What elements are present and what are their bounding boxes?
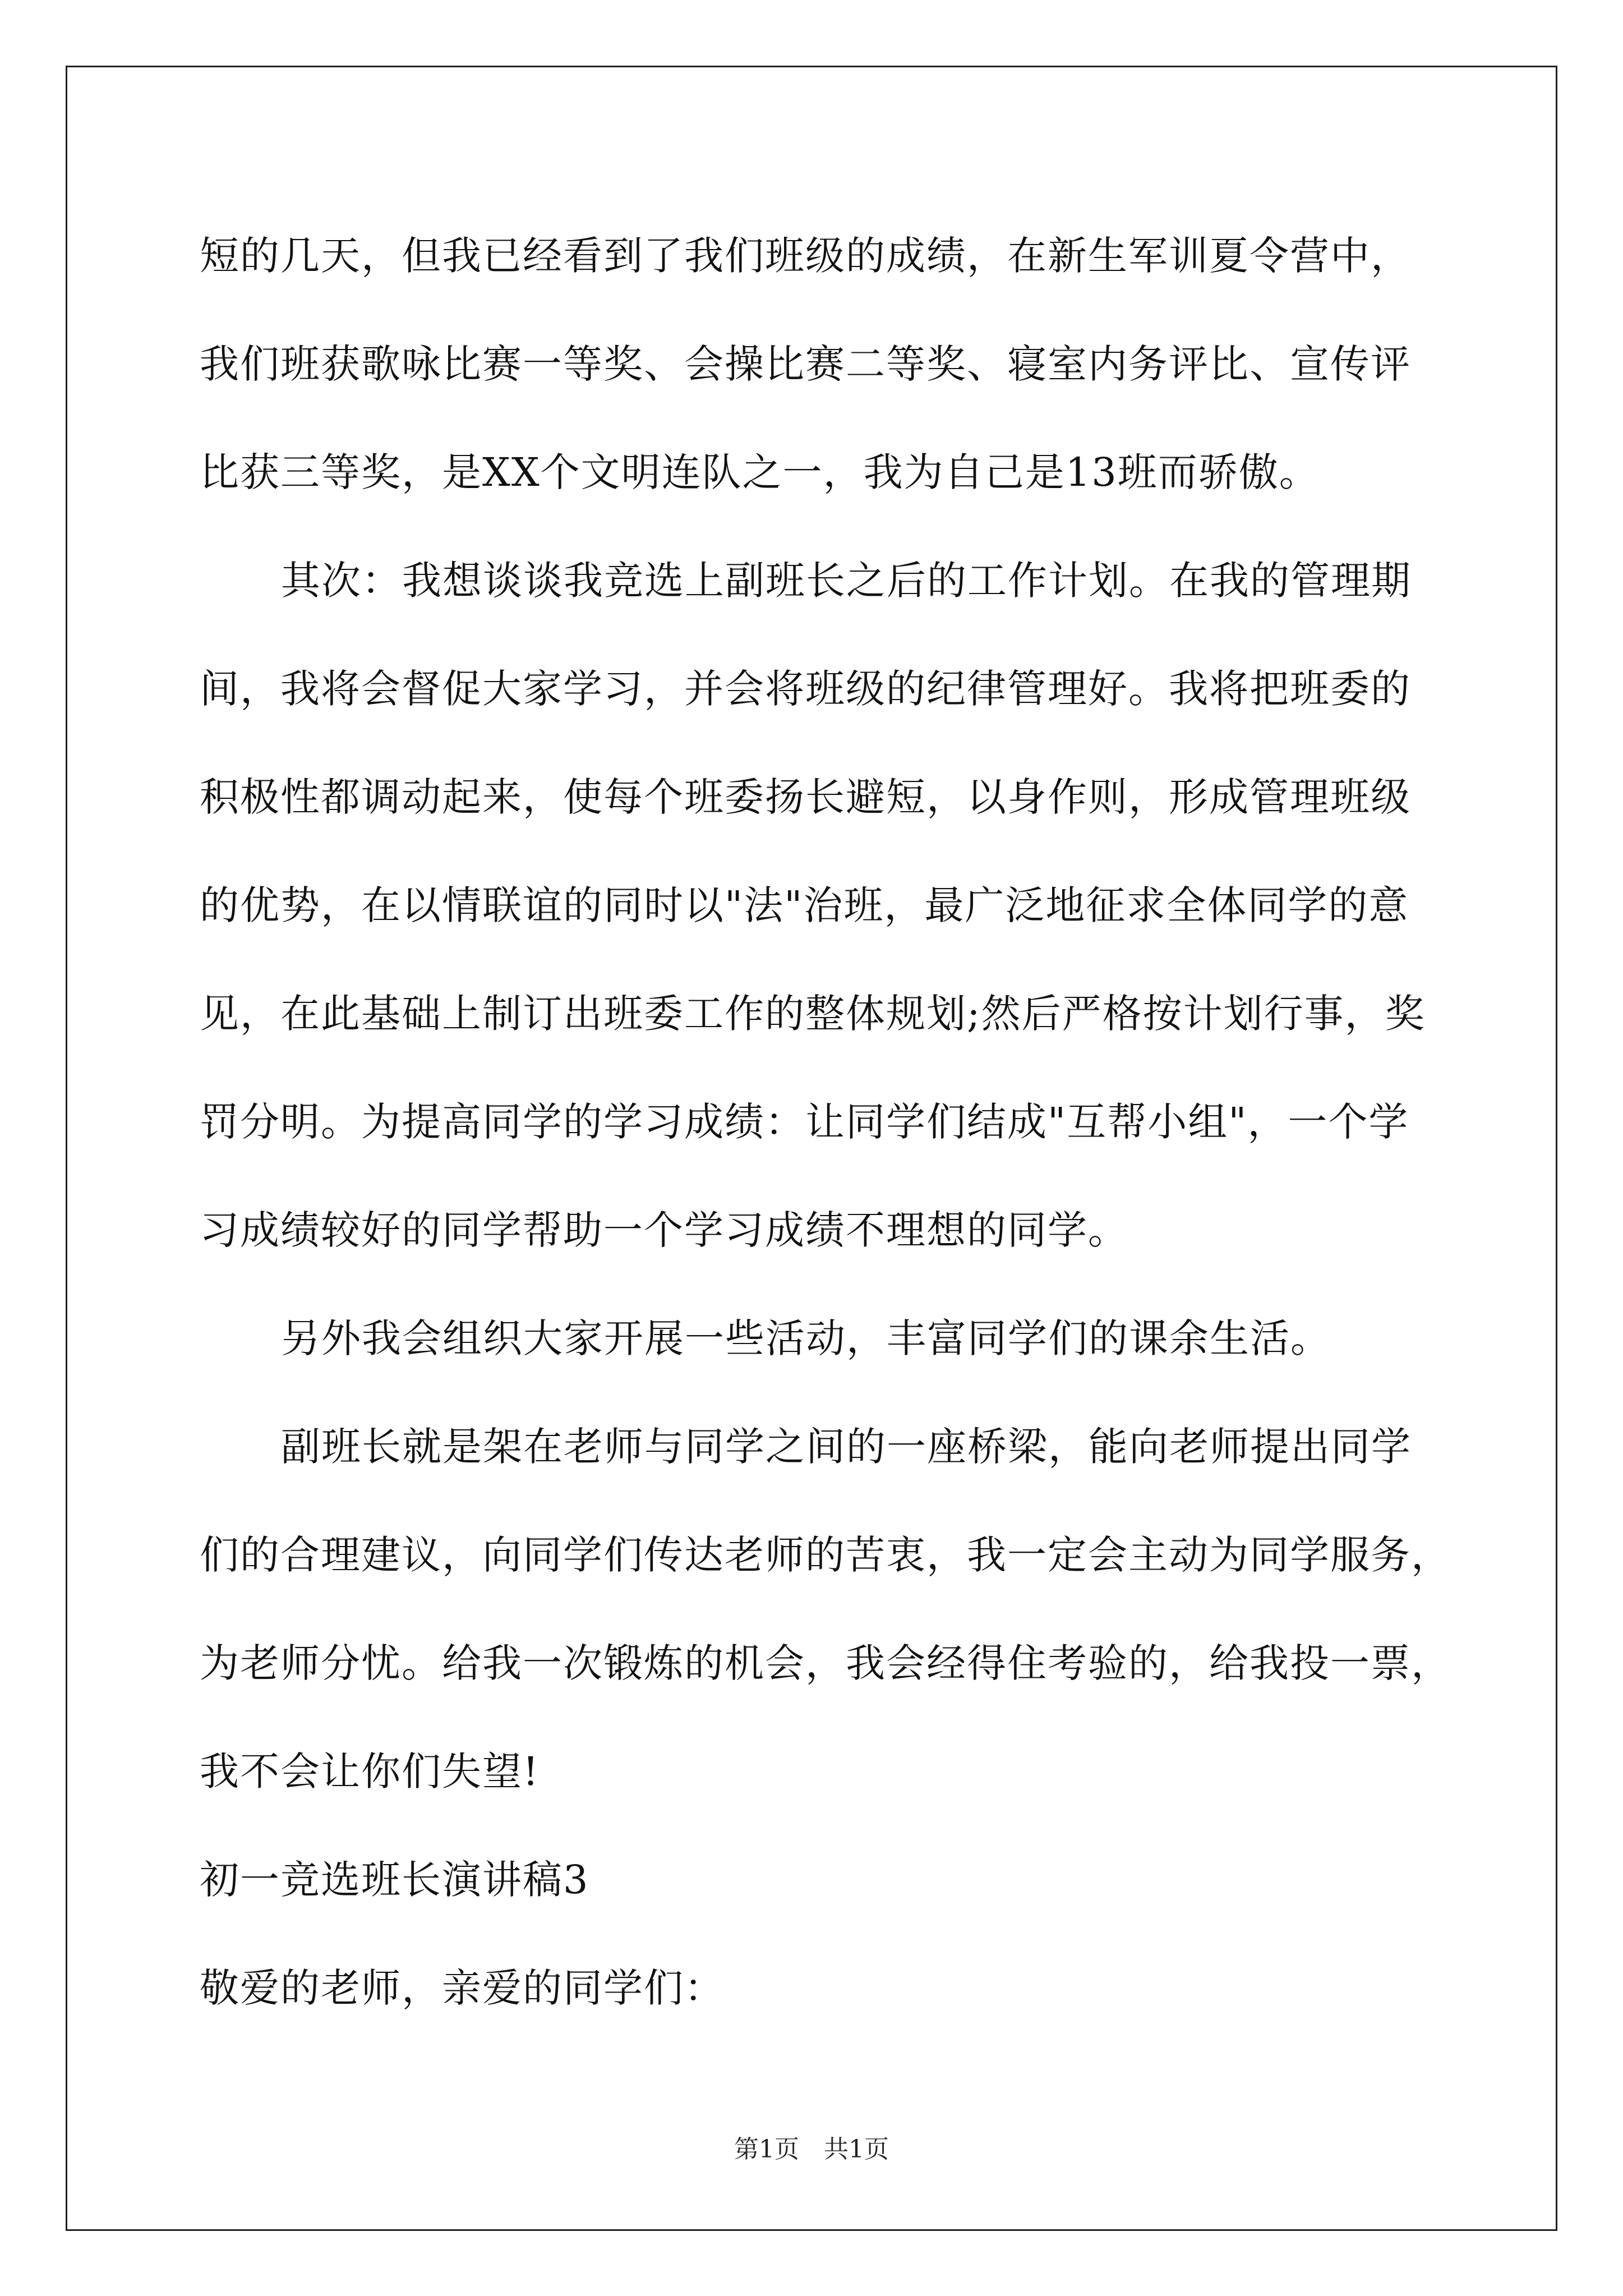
text-line: 比获三等奖，是XX个文明连队之一，我为自己是13班而骄傲。 bbox=[200, 449, 1320, 495]
text-line: 积极性都调动起来，使每个班委扬长避短，以身作则，形成管理班级 bbox=[200, 774, 1411, 820]
text-line: 我不会让你们失望! bbox=[200, 1749, 540, 1795]
text-line: 们的合理建议，向同学们传达老师的苦衷，我一定会主动为同学服务， bbox=[200, 1532, 1451, 1578]
salutation: 敬爱的老师，亲爱的同学们： bbox=[200, 1965, 725, 2011]
text-line: 罚分明。为提高同学的学习成绩：让同学们结成"互帮小组"，一个学 bbox=[200, 1099, 1409, 1145]
paragraph-start-line: 其次：我想谈谈我竞选上副班长之后的工作计划。在我的管理期 bbox=[281, 558, 1412, 604]
text-line: 的优势，在以情联谊的同时以"法"治班，最广泛地征求全体同学的意 bbox=[200, 882, 1409, 928]
text-line: 短的几天，但我已经看到了我们班级的成绩，在新生军训夏令营中， bbox=[200, 233, 1411, 279]
section-heading: 初一竞选班长演讲稿3 bbox=[200, 1857, 589, 1903]
text-line: 我们班获歌咏比赛一等奖、会操比赛二等奖、寝室内务评比、宣传评 bbox=[200, 341, 1411, 387]
text-line: 习成绩较好的同学帮助一个学习成绩不理想的同学。 bbox=[200, 1207, 1128, 1253]
text-line: 见，在此基础上制订出班委工作的整体规划;然后严格按计划行事，奖 bbox=[200, 991, 1426, 1037]
text-line: 为老师分忧。给我一次锻炼的机会，我会经得住考验的，给我投一票， bbox=[200, 1640, 1451, 1686]
paragraph-start-line: 另外我会组织大家开展一些活动，丰富同学们的课余生活。 bbox=[281, 1315, 1331, 1361]
text-line: 间，我将会督促大家学习，并会将班级的纪律管理好。我将把班委的 bbox=[200, 666, 1411, 712]
document-body bbox=[200, 202, 1451, 2042]
paragraph-start-line: 副班长就是架在老师与同学之间的一座桥梁，能向老师提出同学 bbox=[281, 1424, 1412, 1470]
page-footer: 第1页 共1页 bbox=[734, 2135, 889, 2164]
